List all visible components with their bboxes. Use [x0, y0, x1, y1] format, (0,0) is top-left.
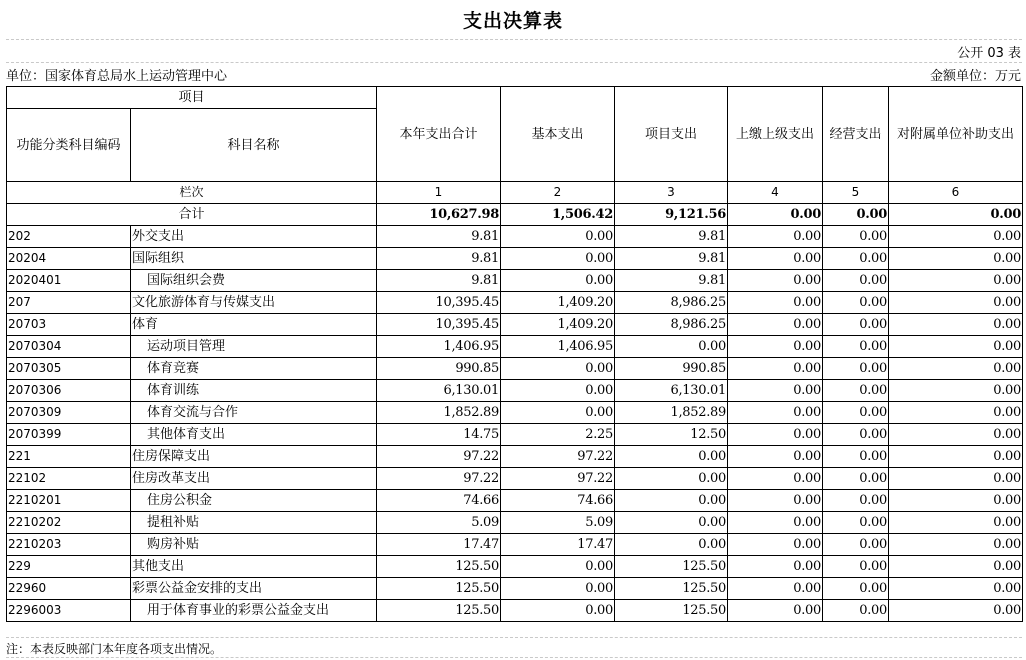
- row-code: 2070304: [7, 336, 131, 358]
- row-code: 221: [7, 446, 131, 468]
- header-col-project: 项目支出: [615, 87, 728, 182]
- row-value: 2.25: [501, 424, 615, 446]
- row-value: 0.00: [615, 336, 728, 358]
- row-value: 125.50: [615, 600, 728, 622]
- row-code: 20703: [7, 314, 131, 336]
- row-value: 1,406.95: [377, 336, 501, 358]
- row-value: 0.00: [728, 468, 823, 490]
- row-value: 0.00: [501, 556, 615, 578]
- page-title: 支出决算表: [462, 10, 563, 32]
- row-name: 提租补贴: [131, 512, 377, 534]
- header-code: 功能分类科目编码: [7, 109, 131, 182]
- row-value: 0.00: [823, 248, 889, 270]
- row-value: 0.00: [728, 424, 823, 446]
- row-value: 9.81: [377, 270, 501, 292]
- row-value: 74.66: [501, 490, 615, 512]
- row-value: 125.50: [377, 578, 501, 600]
- row-name: 住房改革支出: [131, 468, 377, 490]
- row-name: 其他支出: [131, 556, 377, 578]
- row-value: 97.22: [501, 468, 615, 490]
- table-row: [7, 468, 1023, 490]
- row-name: 运动项目管理: [131, 336, 377, 358]
- row-value: 125.50: [615, 556, 728, 578]
- row-value: 0.00: [501, 402, 615, 424]
- row-value: 74.66: [377, 490, 501, 512]
- row-value: 0.00: [889, 468, 1023, 490]
- amount-unit: 金额单位：万元: [929, 69, 1021, 84]
- row-value: 9.81: [615, 248, 728, 270]
- row-value: 0.00: [889, 248, 1023, 270]
- total-value: 0.00: [728, 204, 823, 226]
- header-item: 项目: [7, 87, 377, 109]
- row-name: 体育竞赛: [131, 358, 377, 380]
- table-row: [7, 226, 1023, 248]
- table-row: [7, 380, 1023, 402]
- header-col-remit: 上缴上级支出: [728, 87, 823, 182]
- index-num: 2: [501, 182, 615, 204]
- table-row: [7, 248, 1023, 270]
- row-code: 20204: [7, 248, 131, 270]
- row-value: 0.00: [501, 248, 615, 270]
- row-value: 0.00: [615, 490, 728, 512]
- divider: [6, 39, 1022, 40]
- header-col-total: 本年支出合计: [377, 87, 501, 182]
- row-value: 0.00: [728, 578, 823, 600]
- unit-label: 单位：国家体育总局水上运动管理中心: [6, 69, 228, 84]
- row-value: 0.00: [823, 446, 889, 468]
- row-value: 0.00: [823, 402, 889, 424]
- row-value: 0.00: [823, 556, 889, 578]
- row-value: 0.00: [889, 534, 1023, 556]
- table-row: [7, 314, 1023, 336]
- row-value: 0.00: [823, 512, 889, 534]
- row-value: 1,852.89: [377, 402, 501, 424]
- row-value: 125.50: [377, 556, 501, 578]
- row-value: 97.22: [377, 468, 501, 490]
- row-value: 0.00: [823, 226, 889, 248]
- table-row: [7, 270, 1023, 292]
- row-code: 2020401: [7, 270, 131, 292]
- row-value: 0.00: [615, 512, 728, 534]
- row-name: 外交支出: [131, 226, 377, 248]
- row-value: 8,986.25: [615, 314, 728, 336]
- row-value: 10,395.45: [377, 292, 501, 314]
- row-name: 文化旅游体育与传媒支出: [131, 292, 377, 314]
- row-value: 0.00: [823, 270, 889, 292]
- total-row: [7, 204, 1023, 226]
- table-row: [7, 424, 1023, 446]
- row-value: 0.00: [728, 446, 823, 468]
- row-value: 0.00: [823, 292, 889, 314]
- index-num: 3: [615, 182, 728, 204]
- row-value: 0.00: [501, 226, 615, 248]
- total-value: 10,627.98: [377, 204, 501, 226]
- index-label: 栏次: [7, 182, 377, 204]
- total-label: 合计: [7, 204, 377, 226]
- row-value: 0.00: [889, 380, 1023, 402]
- total-value: 9,121.56: [615, 204, 728, 226]
- row-value: 0.00: [889, 402, 1023, 424]
- row-value: 0.00: [889, 270, 1023, 292]
- row-code: 22102: [7, 468, 131, 490]
- row-code: 2210202: [7, 512, 131, 534]
- row-value: 0.00: [728, 512, 823, 534]
- row-name: 国际组织: [131, 248, 377, 270]
- row-value: 0.00: [889, 358, 1023, 380]
- index-num: 5: [823, 182, 889, 204]
- row-value: 0.00: [615, 468, 728, 490]
- row-value: 0.00: [889, 226, 1023, 248]
- row-value: 97.22: [501, 446, 615, 468]
- row-value: 0.00: [501, 270, 615, 292]
- row-name: 其他体育支出: [131, 424, 377, 446]
- table-row: [7, 578, 1023, 600]
- row-value: 10,395.45: [377, 314, 501, 336]
- row-value: 0.00: [889, 512, 1023, 534]
- row-value: 0.00: [889, 556, 1023, 578]
- row-value: 990.85: [615, 358, 728, 380]
- row-value: 1,852.89: [615, 402, 728, 424]
- row-value: 5.09: [377, 512, 501, 534]
- table-row: [7, 512, 1023, 534]
- row-value: 17.47: [377, 534, 501, 556]
- row-value: 0.00: [889, 600, 1023, 622]
- row-value: 0.00: [823, 468, 889, 490]
- row-code: 2210201: [7, 490, 131, 512]
- header-col-basic: 基本支出: [501, 87, 615, 182]
- row-value: 0.00: [823, 490, 889, 512]
- table-row: [7, 292, 1023, 314]
- row-value: 8,986.25: [615, 292, 728, 314]
- row-value: 9.81: [615, 270, 728, 292]
- row-value: 12.50: [615, 424, 728, 446]
- index-row: [7, 182, 1023, 204]
- row-name: 体育训练: [131, 380, 377, 402]
- table-row: [7, 446, 1023, 468]
- row-value: 0.00: [889, 490, 1023, 512]
- index-num: 4: [728, 182, 823, 204]
- row-name: 彩票公益金安排的支出: [131, 578, 377, 600]
- row-value: 0.00: [728, 292, 823, 314]
- table-row: [7, 556, 1023, 578]
- index-num: 1: [377, 182, 501, 204]
- row-name: 住房保障支出: [131, 446, 377, 468]
- row-name: 国际组织会费: [131, 270, 377, 292]
- row-value: 0.00: [728, 556, 823, 578]
- row-value: 0.00: [728, 402, 823, 424]
- row-value: 0.00: [823, 600, 889, 622]
- row-name: 购房补贴: [131, 534, 377, 556]
- table-row: [7, 402, 1023, 424]
- row-value: 0.00: [823, 534, 889, 556]
- form-number: 公开 03 表: [957, 46, 1021, 61]
- row-value: 0.00: [728, 314, 823, 336]
- header-col-operating: 经营支出: [823, 87, 889, 182]
- row-code: 207: [7, 292, 131, 314]
- row-value: 0.00: [501, 380, 615, 402]
- row-value: 0.00: [501, 578, 615, 600]
- expenditure-table: [6, 86, 1023, 622]
- row-value: 97.22: [377, 446, 501, 468]
- row-name: 住房公积金: [131, 490, 377, 512]
- row-value: 0.00: [889, 292, 1023, 314]
- row-value: 0.00: [823, 380, 889, 402]
- row-name: 体育交流与合作: [131, 402, 377, 424]
- row-code: 2070399: [7, 424, 131, 446]
- row-value: 1,409.20: [501, 314, 615, 336]
- total-value: 0.00: [889, 204, 1023, 226]
- table-row: [7, 600, 1023, 622]
- row-value: 0.00: [615, 534, 728, 556]
- row-value: 0.00: [728, 380, 823, 402]
- row-value: 1,409.20: [501, 292, 615, 314]
- row-value: 0.00: [823, 424, 889, 446]
- row-code: 2210203: [7, 534, 131, 556]
- row-value: 0.00: [728, 226, 823, 248]
- row-value: 14.75: [377, 424, 501, 446]
- row-value: 9.81: [615, 226, 728, 248]
- table-row: [7, 534, 1023, 556]
- row-value: 0.00: [728, 358, 823, 380]
- row-value: 17.47: [501, 534, 615, 556]
- row-value: 0.00: [501, 358, 615, 380]
- divider: [6, 657, 1022, 658]
- row-value: 0.00: [823, 336, 889, 358]
- row-value: 9.81: [377, 226, 501, 248]
- total-value: 1,506.42: [501, 204, 615, 226]
- row-value: 0.00: [728, 270, 823, 292]
- row-value: 0.00: [889, 446, 1023, 468]
- header-col-subsidy: 对附属单位补助支出: [889, 87, 1023, 182]
- row-value: 9.81: [377, 248, 501, 270]
- row-code: 22960: [7, 578, 131, 600]
- row-value: 0.00: [889, 424, 1023, 446]
- table-row: [7, 358, 1023, 380]
- row-value: 0.00: [728, 336, 823, 358]
- row-code: 2296003: [7, 600, 131, 622]
- row-value: 0.00: [889, 578, 1023, 600]
- row-value: 0.00: [615, 446, 728, 468]
- row-value: 0.00: [728, 534, 823, 556]
- row-value: 125.50: [615, 578, 728, 600]
- row-value: 6,130.01: [615, 380, 728, 402]
- row-code: 2070309: [7, 402, 131, 424]
- row-name: 体育: [131, 314, 377, 336]
- row-value: 0.00: [889, 314, 1023, 336]
- header-name: 科目名称: [131, 109, 377, 182]
- row-code: 202: [7, 226, 131, 248]
- row-code: 2070306: [7, 380, 131, 402]
- row-value: 1,406.95: [501, 336, 615, 358]
- row-value: 0.00: [728, 490, 823, 512]
- table-row: [7, 336, 1023, 358]
- row-name: 用于体育事业的彩票公益金支出: [131, 600, 377, 622]
- row-value: 0.00: [889, 336, 1023, 358]
- total-value: 0.00: [823, 204, 889, 226]
- index-num: 6: [889, 182, 1023, 204]
- divider: [6, 637, 1022, 638]
- row-value: 6,130.01: [377, 380, 501, 402]
- row-value: 0.00: [728, 248, 823, 270]
- row-code: 229: [7, 556, 131, 578]
- row-value: 990.85: [377, 358, 501, 380]
- divider: [6, 62, 1022, 63]
- row-value: 0.00: [823, 314, 889, 336]
- row-value: 5.09: [501, 512, 615, 534]
- row-value: 0.00: [501, 600, 615, 622]
- row-value: 0.00: [823, 358, 889, 380]
- row-value: 0.00: [728, 600, 823, 622]
- table-row: [7, 490, 1023, 512]
- footnote: 注：本表反映部门本年度各项支出情况。: [6, 642, 223, 656]
- row-code: 2070305: [7, 358, 131, 380]
- row-value: 125.50: [377, 600, 501, 622]
- row-value: 0.00: [823, 578, 889, 600]
